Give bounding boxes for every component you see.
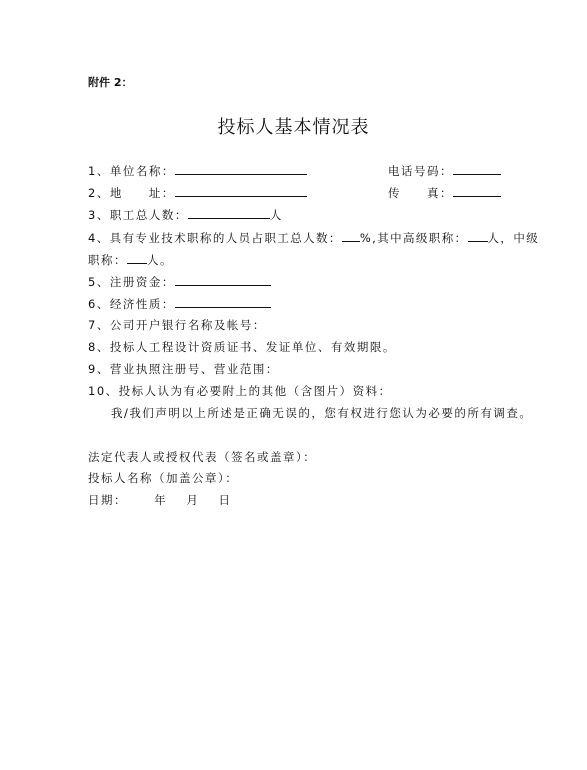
month-label: 月 <box>186 493 200 507</box>
intermediate-title-suffix: 人。 <box>147 253 173 267</box>
professional-ratio-row <box>88 229 539 246</box>
unit-name-label: 1、单位名称： <box>88 164 175 178</box>
intermediate-title-prefix: 职称： <box>88 253 127 267</box>
economic-nature-label: 6、经济性质： <box>88 297 175 311</box>
date-row <box>88 492 231 508</box>
unit-name-row <box>88 162 307 179</box>
representative-signature-label: 法定代表人或授权代表（签名或盖章）： <box>88 450 317 464</box>
fax-field[interactable] <box>453 184 501 197</box>
bank-account-item: 7、公司开户银行名称及帐号： <box>88 318 266 332</box>
bidder-name-label: 投标人名称（加盖公章）： <box>88 471 239 485</box>
year-label: 年 <box>154 493 168 507</box>
address-field[interactable] <box>175 184 307 197</box>
staff-count-unit: 人 <box>269 208 283 222</box>
other-materials-item: 10、投标人认为有必要附上的其他（含图片）资料： <box>88 384 392 398</box>
address-label: 2、地 址： <box>88 186 175 200</box>
economic-nature-field[interactable] <box>175 295 271 308</box>
page-title: 投标人基本情况表 <box>217 117 370 138</box>
unit-name-field[interactable] <box>175 162 307 175</box>
day-label: 日 <box>218 493 232 507</box>
senior-title-field[interactable] <box>468 229 488 242</box>
registered-capital-row <box>88 273 271 290</box>
business-license-item: 9、营业执照注册号、营业范围： <box>88 362 279 376</box>
qualification-item: 8、投标人工程设计资质证书、发证单位、有效期限。 <box>88 340 396 354</box>
senior-title-label: %,其中高级职称： <box>359 231 468 245</box>
economic-nature-row <box>88 295 271 312</box>
phone-field[interactable] <box>453 162 501 175</box>
fax-row <box>388 184 501 201</box>
date-label: 日期： <box>88 493 127 507</box>
intermediate-title-label: 人，中级 <box>487 231 540 245</box>
registered-capital-field[interactable] <box>175 273 271 286</box>
professional-ratio-field[interactable] <box>342 229 360 242</box>
fax-label: 传 真： <box>388 186 453 200</box>
declaration-text: 我/我们声明以上所述是正确无误的，您有权进行您认为必要的所有调查。 <box>111 406 533 420</box>
staff-count-label: 3、职工总人数： <box>88 208 188 222</box>
phone-label: 电话号码： <box>388 164 453 178</box>
staff-count-field[interactable] <box>188 206 270 219</box>
intermediate-title-field[interactable] <box>127 251 147 264</box>
professional-ratio-label: 4、具有专业技术职称的人员占职工总人数： <box>88 231 342 245</box>
intermediate-title-row <box>88 251 173 268</box>
address-row <box>88 184 307 201</box>
staff-count-row <box>88 206 283 223</box>
phone-row <box>388 162 501 179</box>
attachment-label: 附件 2： <box>88 76 133 89</box>
registered-capital-label: 5、注册资金： <box>88 275 175 289</box>
